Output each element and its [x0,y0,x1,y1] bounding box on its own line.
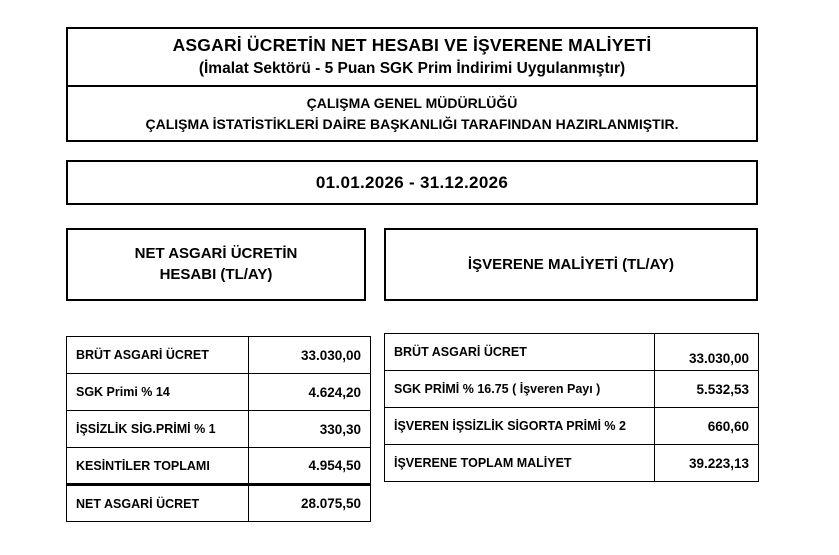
table-row [385,334,759,371]
table-row [67,337,371,374]
table-row [67,374,371,411]
net-wage-table [66,336,371,522]
row-label: BRÜT ASGARİ ÜCRET [385,334,655,371]
row-label: İŞVEREN İŞSİZLİK SİGORTA PRİMİ % 2 [385,408,655,445]
header-title-box [66,27,758,87]
net-wage-section-heading [66,228,366,301]
employer-cost-table [384,333,759,482]
row-value: 28.075,50 [249,485,371,522]
table-row [385,445,759,482]
row-value: 660,60 [655,408,759,445]
row-value: 4.624,20 [249,374,371,411]
header-subtitle-box [66,87,758,142]
row-label: İŞVERENE TOPLAM MALİYET [385,445,655,482]
row-label: NET ASGARİ ÜCRET [67,485,249,522]
table-row [67,448,371,485]
header-subtitle-line-2: ÇALIŞMA İSTATİSTİKLERİ DAİRE BAŞKANLIĞI TARAFINDAN HAZIRLANMIŞTIR. [145,115,679,132]
row-value: 33.030,00 [249,337,371,374]
row-value: 39.223,13 [655,445,759,482]
row-label: BRÜT ASGARİ ÜCRET [67,337,249,374]
row-value: 33.030,00 [655,334,759,371]
row-label: KESİNTİLER TOPLAMI [67,448,249,485]
table-row [67,485,371,522]
table-row [67,411,371,448]
period-text: 01.01.2026 - 31.12.2026 [315,172,509,192]
header-title-line-1: ASGARİ ÜCRETİN NET HESABI VE İŞVERENE MALİYETİ [172,34,652,55]
net-wage-heading-line-2: HESABI (TL/AY) [159,265,273,283]
table-row [385,371,759,408]
row-label: SGK Primi % 14 [67,374,249,411]
row-value: 4.954,50 [249,448,371,485]
row-value: 5.532,53 [655,371,759,408]
row-label: İŞSİZLİK SİG.PRİMİ % 1 [67,411,249,448]
period-box [66,160,758,205]
employer-cost-heading-line-1: İŞVERENE MALİYETİ (TL/AY) [467,256,675,273]
row-label: SGK PRİMİ % 16.75 ( İşveren Payı ) [385,371,655,408]
net-wage-heading-line-1: NET ASGARİ ÜCRETİN [134,245,298,263]
table-row [385,408,759,445]
header-subtitle-line-1: ÇALIŞMA GENEL MÜDÜRLÜĞÜ [306,94,518,111]
employer-cost-section-heading [384,228,758,301]
row-value: 330,30 [249,411,371,448]
header-title-line-2: (İmalat Sektörü - 5 Puan SGK Prim İndirimi Uygulanmıştır) [198,59,626,77]
